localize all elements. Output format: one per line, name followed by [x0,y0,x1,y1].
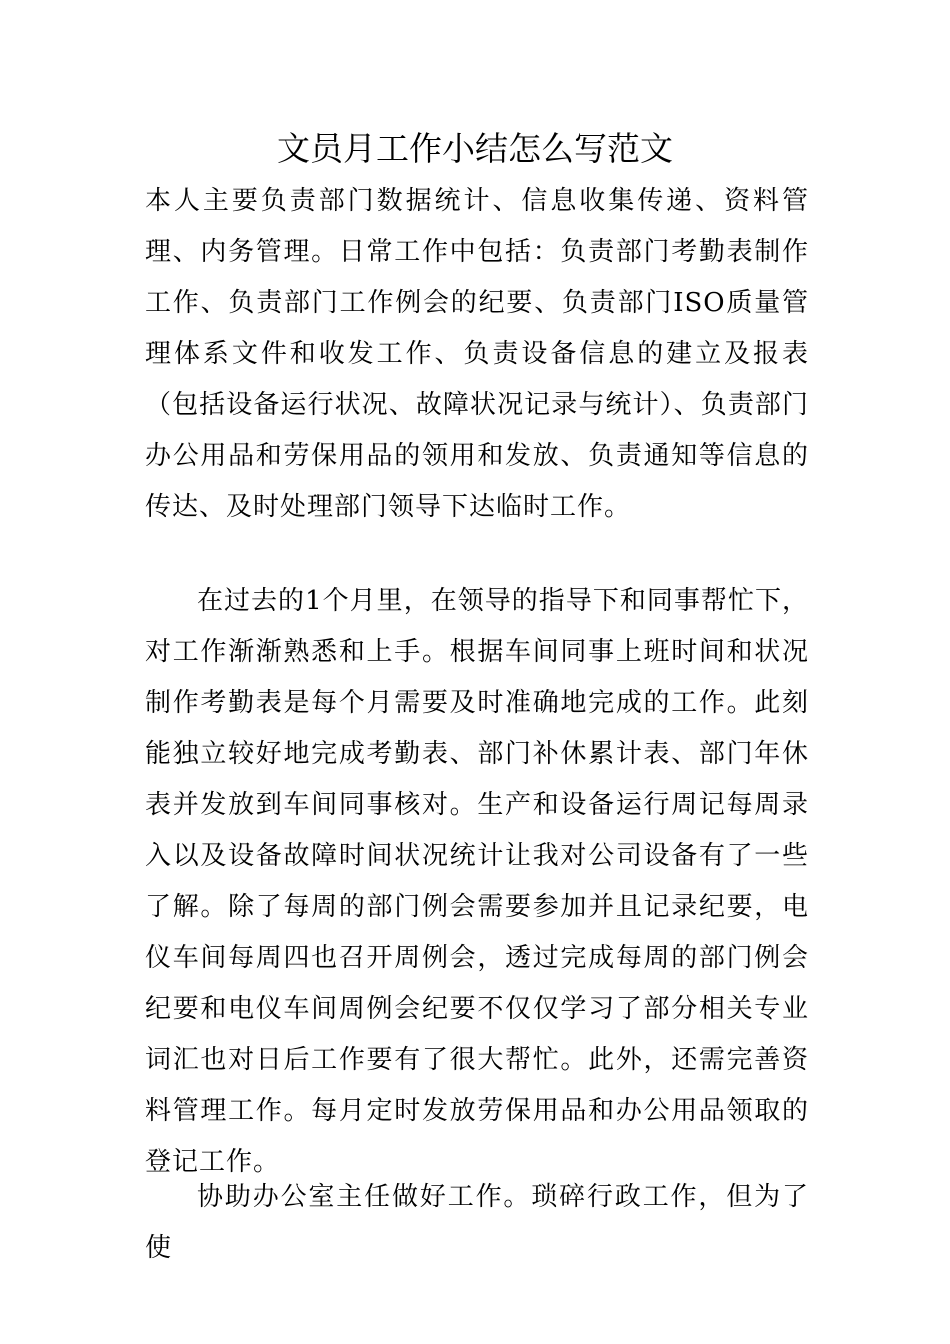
paragraph-monthly-work: 在过去的1个月里，在领导的指导下和同事帮忙下，对工作渐渐熟悉和上手。根据车间同事上班时间和状况制作考勤表是每个月需要及时准确地完成的工作。此刻能独立较好地完成考勤表、部门补休累计表、部门年休表并发放到车间同事核对。生产和设备运行周记每周录入以及设备故障时间状况统计让我对公司设备有了一些了解。除了每周的部门例会需要参加并且记录纪要，电仪车间每周四也召开周例会，透过完成每周的部门例会纪要和电仪车间周例会纪要不仅仅学习了部分相关专业词汇也对日后工作要有了很大帮忙。此外，还需完善资料管理工作。每月定时发放劳保用品和办公用品领取的登记工作。 [145,586,809,1177]
paragraph-assist-office: 协助办公室主任做好工作。琐碎行政工作，但为了使 [145,1182,809,1263]
document-title: 文员月工作小结怎么写范文 [277,129,673,168]
paragraph-responsibilities: 本人主要负责部门数据统计、信息收集传递、资料管理、内务管理。日常工作中包括：负责部门考勤表制作工作、负责部门工作例会的纪要、负责部门ISO质量管理体系文件和收发工作、负责设备信息的建立及报表（包括设备运行状况、故障状况记录与统计）、负责部门办公用品和劳保用品的领用和发放、负责通知等信息的传达、及时处理部门领导下达临时工作。 [145,186,809,522]
